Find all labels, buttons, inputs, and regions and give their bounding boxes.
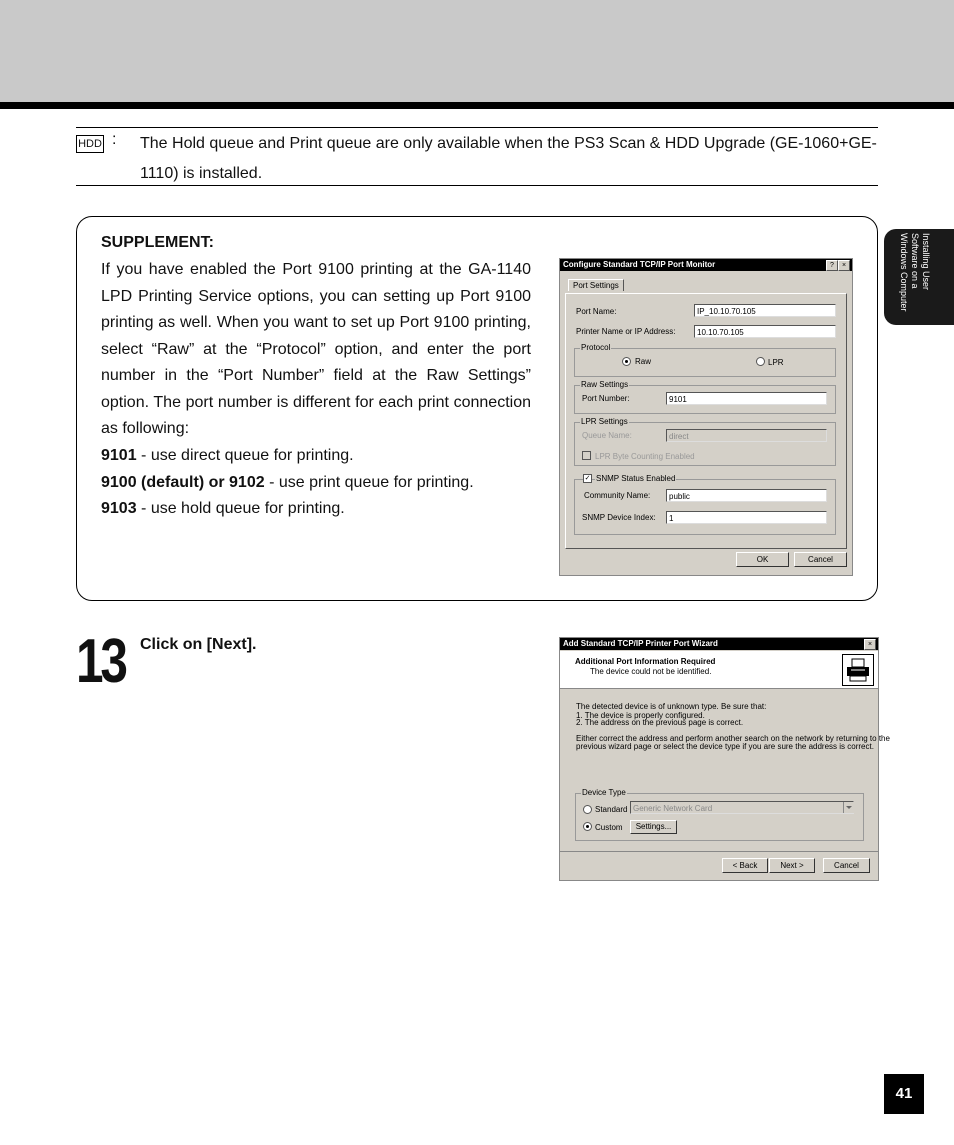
device-type-label: Device Type: [582, 788, 626, 797]
wizard-heading: Additional Port Information Required: [575, 657, 716, 666]
info-line-1: The detected device is of unknown type. Be sure that:: [576, 702, 767, 711]
next-button[interactable]: Next >: [769, 858, 815, 873]
cancel-button[interactable]: Cancel: [823, 858, 870, 873]
queue-name-field[interactable]: direct: [666, 429, 827, 442]
note-colon: :: [112, 131, 117, 148]
help-button[interactable]: ?: [826, 260, 838, 271]
info-line-2: 1. The device is properly configured.: [576, 711, 705, 720]
supplement-title: SUPPLEMENT:: [101, 234, 214, 251]
protocol-label: Protocol: [581, 343, 611, 352]
port-monitor-dialog: [559, 258, 853, 576]
lpr-settings-label: LPR Settings: [581, 417, 628, 426]
info-line-4: Either correct the address and perform another search on the network by returning to the: [576, 734, 890, 743]
protocol-group: [574, 343, 836, 377]
close-button[interactable]: ×: [838, 260, 850, 271]
dialog-title: Add Standard TCP/IP Printer Port Wizard: [560, 638, 878, 650]
community-label: Community Name:: [584, 491, 651, 500]
step-instruction: Click on [Next].: [140, 636, 257, 653]
note-text: The Hold queue and Print queue are only available when the PS3 Scan & HDD Upgrade (GE-1060+GE-1110) is installed.: [140, 135, 877, 182]
wizard-subheading: The device could not be identified.: [590, 667, 712, 676]
custom-radio[interactable]: [583, 822, 592, 831]
list-item: 9103 - use hold queue for printing.: [101, 500, 345, 517]
custom-label: Custom: [595, 823, 623, 832]
port-wizard-dialog: [559, 637, 890, 881]
chevron-down-icon[interactable]: [843, 802, 854, 813]
hdd-icon: HDD: [76, 135, 104, 153]
info-line-3: 2. The address on the previous page is correct.: [576, 718, 744, 727]
info-line-5: previous wizard page or select the device type if you are sure the address is correct.: [576, 742, 874, 751]
raw-settings-label: Raw Settings: [581, 380, 629, 389]
supplement-list: [101, 443, 541, 523]
snmp-checkbox[interactable]: ✓: [584, 475, 591, 482]
printer-name-field[interactable]: 10.10.70.105: [694, 325, 836, 338]
port-number-field[interactable]: 9101: [666, 392, 827, 405]
standard-label-text: Standard: [595, 805, 628, 814]
printer-name-label: Printer Name or IP Address:: [576, 327, 676, 336]
section-side-tab: [884, 229, 954, 325]
raw-label: Raw: [635, 357, 652, 366]
note-top-rule: [76, 127, 878, 128]
step-number: 13: [76, 627, 125, 696]
note-bottom-rule: [76, 185, 878, 186]
snmp-group: [574, 479, 836, 535]
snmp-label: SNMP Status Enabled: [596, 474, 676, 483]
dialog-title: Configure Standard TCP/IP Port Monitor: [560, 259, 852, 271]
back-button[interactable]: < Back: [722, 858, 768, 873]
community-field[interactable]: public: [666, 489, 827, 502]
queue-name-label: Queue Name:: [582, 431, 632, 440]
lpr-label: LPR: [768, 358, 784, 367]
divider: [560, 851, 878, 852]
side-tab-text: Installing User Software on a Windows Computer: [899, 233, 931, 312]
port-name-label: Port Name:: [576, 307, 617, 316]
lpr-radio[interactable]: [756, 357, 765, 366]
device-index-field[interactable]: 1: [666, 511, 827, 524]
cancel-button[interactable]: Cancel: [794, 552, 847, 567]
supplement-body: If you have enabled the Port 9100 printing at the GA-1140 LPD Printing Service options, you can setting up Port 9100 printing as well. When you want to set up Port 9100 printing, select “Raw” at the “Protocol” option, and enter the port number in the “Port Number” field at the Raw Settings” option. The port number is different for each print connection as following:: [101, 261, 531, 437]
standard-select[interactable]: Generic Network Card: [630, 801, 854, 814]
lpr-byte-checkbox[interactable]: [582, 451, 591, 460]
port-number-label: Port Number:: [582, 394, 630, 403]
device-index-label: SNMP Device Index:: [582, 513, 656, 522]
header-rule: [0, 102, 954, 109]
raw-radio[interactable]: [622, 357, 631, 366]
list-item: 9100 (default) or 9102 - use print queue for printing.: [101, 473, 474, 491]
header-band: [0, 0, 954, 102]
ok-button[interactable]: OK: [736, 552, 789, 567]
settings-button[interactable]: Settings...: [630, 820, 677, 834]
close-button[interactable]: ×: [864, 639, 876, 650]
port-name-field[interactable]: IP_10.10.70.105: [694, 304, 836, 317]
page-number: 41: [884, 1074, 924, 1114]
tab-port-settings[interactable]: Port Settings: [568, 279, 624, 291]
lpr-byte-label: LPR Byte Counting Enabled: [595, 452, 695, 461]
printer-icon: [842, 654, 874, 686]
standard-radio[interactable]: [583, 805, 592, 814]
list-item: 9101 - use direct queue for printing.: [101, 447, 354, 464]
